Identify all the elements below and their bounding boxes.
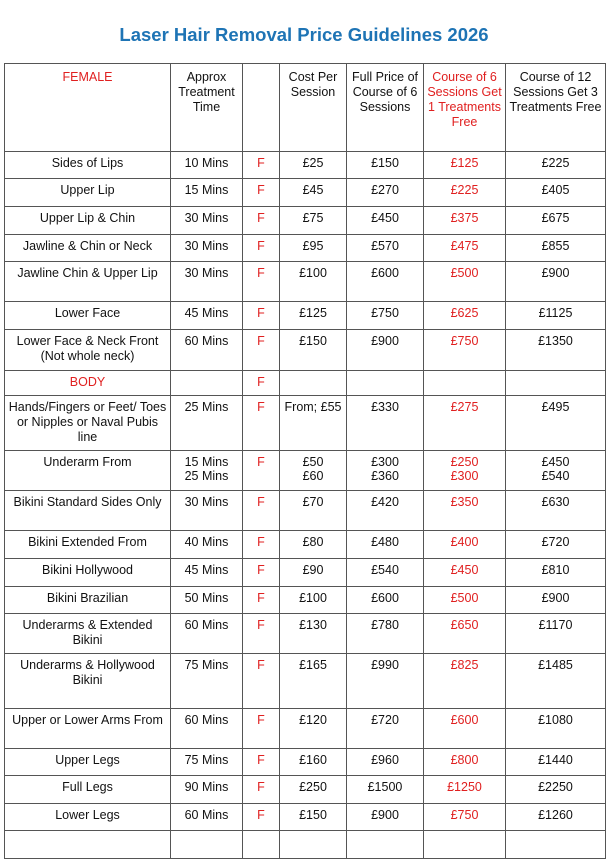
time-cell — [171, 831, 243, 859]
area-cell: Underarms & Extended Bikini — [5, 614, 171, 654]
time-cell-value: 60 Mins — [184, 334, 229, 348]
full-price-cell-value: £750 — [371, 306, 399, 320]
area-cell — [5, 831, 171, 859]
cost-cell — [280, 804, 347, 831]
table-row — [5, 587, 606, 614]
cost-cell-value: £160 — [299, 753, 327, 767]
page-title: Laser Hair Removal Price Guidelines 2026 — [119, 24, 489, 45]
time-cell — [171, 709, 243, 749]
full-price-cell — [347, 330, 424, 371]
table-row — [5, 531, 606, 559]
cost-cell — [280, 207, 347, 235]
course-6-cell-value: £400 — [450, 535, 479, 549]
time-cell — [171, 396, 243, 451]
full-price-cell — [347, 614, 424, 654]
cost-cell-value: £60 — [302, 469, 324, 483]
table-row — [5, 235, 606, 262]
gender-cell: F — [243, 776, 280, 804]
course-12-cell — [506, 235, 606, 262]
area-cell: Underarm From — [5, 451, 171, 491]
full-price-cell-value: £420 — [371, 495, 399, 509]
full-price-cell — [347, 531, 424, 559]
table-header — [5, 64, 606, 152]
cost-cell-value: £90 — [302, 563, 324, 577]
full-price-cell-value: £480 — [371, 535, 399, 549]
time-cell — [171, 302, 243, 330]
table-row — [5, 776, 606, 804]
time-cell-value: 90 Mins — [184, 780, 229, 794]
course-12-cell-value: £2250 — [538, 780, 573, 794]
gender-cell: F — [243, 451, 280, 491]
area-cell: Upper or Lower Arms From — [5, 709, 171, 749]
cost-cell-value: £150 — [299, 334, 327, 348]
course-6-cell-value: £250 — [450, 455, 479, 469]
course-12-cell-value: £495 — [541, 400, 570, 414]
table-body — [5, 152, 606, 859]
cost-cell — [280, 776, 347, 804]
course-12-cell — [506, 451, 606, 491]
full-price-cell-value: £600 — [371, 591, 399, 605]
cost-cell — [280, 302, 347, 330]
course-12-cell — [506, 831, 606, 859]
full-price-cell — [347, 804, 424, 831]
area-cell: Upper Lip & Chin — [5, 207, 171, 235]
gender-cell: F — [243, 491, 280, 531]
area-cell: Lower Face & Neck Front (Not whole neck) — [5, 330, 171, 371]
course-6-cell — [424, 776, 506, 804]
full-price-cell-value: £600 — [371, 266, 399, 280]
gender-cell: F — [243, 531, 280, 559]
area-cell: Sides of Lips — [5, 152, 171, 179]
cost-cell — [280, 262, 347, 302]
area-cell: Lower Legs — [5, 804, 171, 831]
course-6-cell-value: £500 — [450, 591, 479, 605]
time-cell — [171, 749, 243, 776]
course-12-cell-value: £405 — [541, 183, 570, 197]
full-price-cell — [347, 654, 424, 709]
time-cell-value: 75 Mins — [184, 753, 229, 767]
time-cell — [171, 531, 243, 559]
time-cell-value: 30 Mins — [184, 239, 229, 253]
course-6-cell — [424, 614, 506, 654]
time-cell — [171, 451, 243, 491]
full-price-cell — [347, 152, 424, 179]
full-price-cell-value: £960 — [371, 753, 399, 767]
full-price-cell — [347, 451, 424, 491]
course-6-cell — [424, 179, 506, 207]
cost-cell — [280, 152, 347, 179]
cost-cell-value: £80 — [302, 535, 324, 549]
course-6-cell — [424, 371, 506, 396]
time-cell — [171, 587, 243, 614]
time-cell-value: 10 Mins — [184, 156, 229, 170]
area-cell: Full Legs — [5, 776, 171, 804]
course-6-cell — [424, 531, 506, 559]
course-12-cell — [506, 302, 606, 330]
course-6-cell — [424, 235, 506, 262]
cost-cell — [280, 371, 347, 396]
header-course-12: Course of 12 Sessions Get 3 Treatments Free — [506, 64, 606, 152]
area-cell: Lower Face — [5, 302, 171, 330]
course-12-cell — [506, 559, 606, 587]
full-price-cell-value: £900 — [371, 808, 399, 822]
course-12-cell — [506, 396, 606, 451]
area-cell: Jawline Chin & Upper Lip — [5, 262, 171, 302]
course-12-cell-value: £855 — [541, 239, 570, 253]
full-price-cell — [347, 709, 424, 749]
area-cell: Upper Legs — [5, 749, 171, 776]
course-12-cell-value: £450 — [541, 455, 570, 469]
table-row — [5, 262, 606, 302]
full-price-cell-value: £570 — [371, 239, 399, 253]
area-cell: Underarms & Hollywood Bikini — [5, 654, 171, 709]
course-12-cell-value: £1170 — [538, 618, 573, 632]
time-cell — [171, 207, 243, 235]
cost-cell-value: £120 — [299, 713, 327, 727]
cost-cell — [280, 614, 347, 654]
price-table — [4, 63, 606, 859]
course-6-cell-value: £275 — [450, 400, 479, 414]
course-12-cell — [506, 776, 606, 804]
full-price-cell-value: £720 — [371, 713, 399, 727]
cost-cell — [280, 831, 347, 859]
gender-cell: F — [243, 614, 280, 654]
time-cell-value: 45 Mins — [184, 563, 229, 577]
time-cell-value: 45 Mins — [184, 306, 229, 320]
header-time: Approx Treatment Time — [171, 64, 243, 152]
course-6-cell — [424, 587, 506, 614]
course-6-cell-value: £450 — [450, 563, 479, 577]
course-6-cell — [424, 262, 506, 302]
cost-cell-value: £250 — [299, 780, 327, 794]
full-price-cell — [347, 396, 424, 451]
course-6-cell-value: £600 — [450, 713, 479, 727]
course-12-cell — [506, 531, 606, 559]
full-price-cell — [347, 262, 424, 302]
time-cell — [171, 559, 243, 587]
table-row — [5, 179, 606, 207]
full-price-cell-value: £270 — [371, 183, 399, 197]
course-6-cell — [424, 302, 506, 330]
gender-cell: F — [243, 749, 280, 776]
time-cell-value: 50 Mins — [184, 591, 229, 605]
time-cell — [171, 262, 243, 302]
course-6-cell-value: £125 — [450, 156, 479, 170]
cost-cell — [280, 531, 347, 559]
course-6-cell-value: £375 — [450, 211, 479, 225]
full-price-cell-value: £780 — [371, 618, 399, 632]
header-cost: Cost Per Session — [280, 64, 347, 152]
cost-cell-value: £95 — [302, 239, 324, 253]
time-cell-value: 60 Mins — [184, 713, 229, 727]
course-12-cell-value: £675 — [541, 211, 570, 225]
course-6-cell — [424, 152, 506, 179]
course-12-cell-value: £900 — [541, 591, 570, 605]
cost-cell-value: £50 — [302, 455, 324, 469]
cost-cell-value: £45 — [302, 183, 324, 197]
area-cell: Bikini Standard Sides Only — [5, 491, 171, 531]
course-12-cell-value: £1080 — [538, 713, 573, 727]
full-price-cell-value: £540 — [371, 563, 399, 577]
course-12-cell — [506, 749, 606, 776]
time-cell — [171, 804, 243, 831]
time-cell — [171, 330, 243, 371]
course-12-cell — [506, 614, 606, 654]
full-price-cell-value: £300 — [371, 455, 399, 469]
full-price-cell-value: £330 — [371, 400, 399, 414]
gender-cell: F — [243, 235, 280, 262]
cost-cell-value: From; £55 — [284, 400, 342, 414]
course-6-cell — [424, 804, 506, 831]
cost-cell — [280, 559, 347, 587]
course-6-cell-value: £650 — [450, 618, 479, 632]
course-6-cell — [424, 709, 506, 749]
cost-cell-value: £100 — [299, 266, 327, 280]
gender-cell — [243, 831, 280, 859]
time-cell — [171, 235, 243, 262]
course-12-cell-value: £1260 — [538, 808, 573, 822]
time-cell-value: 30 Mins — [184, 495, 229, 509]
table-row — [5, 559, 606, 587]
table-row — [5, 614, 606, 654]
gender-cell: F — [243, 152, 280, 179]
gender-cell: F — [243, 207, 280, 235]
area-cell: Upper Lip — [5, 179, 171, 207]
cost-cell — [280, 491, 347, 531]
table-row — [5, 831, 606, 859]
full-price-cell-value: £1500 — [367, 780, 403, 794]
cost-cell-value: £75 — [302, 211, 324, 225]
course-12-cell — [506, 179, 606, 207]
full-price-cell — [347, 749, 424, 776]
time-cell — [171, 491, 243, 531]
course-12-cell-value: £1440 — [538, 753, 573, 767]
course-6-cell — [424, 654, 506, 709]
course-12-cell — [506, 654, 606, 709]
area-cell: Bikini Brazilian — [5, 587, 171, 614]
full-price-cell-value: £900 — [371, 334, 399, 348]
course-12-cell — [506, 587, 606, 614]
course-12-cell-value: £810 — [541, 563, 570, 577]
cost-cell-value: £130 — [299, 618, 327, 632]
table-row — [5, 491, 606, 531]
course-6-cell-value: £350 — [450, 495, 479, 509]
table-row — [5, 330, 606, 371]
table-row — [5, 207, 606, 235]
course-12-cell — [506, 371, 606, 396]
gender-cell: F — [243, 179, 280, 207]
time-cell-value: 25 Mins — [184, 400, 229, 414]
course-6-cell-value: £750 — [450, 334, 479, 348]
full-price-cell — [347, 235, 424, 262]
table-row — [5, 749, 606, 776]
full-price-cell — [347, 831, 424, 859]
cost-cell — [280, 587, 347, 614]
course-6-cell-value: £1250 — [447, 780, 482, 794]
course-12-cell-value: £1350 — [538, 334, 573, 348]
course-6-cell-value: £475 — [450, 239, 479, 253]
course-6-cell — [424, 396, 506, 451]
course-12-cell-value: £1125 — [538, 306, 573, 320]
gender-cell: F — [243, 654, 280, 709]
course-6-cell — [424, 749, 506, 776]
course-6-cell-value: £825 — [450, 658, 479, 672]
course-12-cell-value: £630 — [541, 495, 570, 509]
course-12-cell-value: £720 — [541, 535, 570, 549]
time-cell-value: 40 Mins — [184, 535, 229, 549]
full-price-cell-value: £360 — [371, 469, 399, 483]
cost-cell-value: £150 — [299, 808, 327, 822]
course-6-cell-value: £800 — [450, 753, 479, 767]
header-gender — [243, 64, 280, 152]
section-row — [5, 371, 606, 396]
course-12-cell — [506, 152, 606, 179]
time-cell — [171, 614, 243, 654]
full-price-cell-value: £990 — [371, 658, 399, 672]
course-12-cell — [506, 207, 606, 235]
gender-cell: F — [243, 371, 280, 396]
cost-cell-value: £70 — [302, 495, 324, 509]
full-price-cell-value: £450 — [371, 211, 399, 225]
time-cell-value: 30 Mins — [184, 211, 229, 225]
full-price-cell — [347, 776, 424, 804]
course-12-cell — [506, 262, 606, 302]
full-price-cell — [347, 179, 424, 207]
course-12-cell — [506, 804, 606, 831]
table-row — [5, 152, 606, 179]
time-cell-value: 30 Mins — [184, 266, 229, 280]
course-6-cell — [424, 451, 506, 491]
course-6-cell-value: £500 — [450, 266, 479, 280]
course-12-cell — [506, 330, 606, 371]
cost-cell — [280, 396, 347, 451]
cost-cell — [280, 330, 347, 371]
gender-cell: F — [243, 396, 280, 451]
time-cell-value: 75 Mins — [184, 658, 229, 672]
course-12-cell-value: £900 — [541, 266, 570, 280]
time-cell-value: 60 Mins — [184, 618, 229, 632]
time-cell — [171, 371, 243, 396]
course-6-cell-value: £750 — [450, 808, 479, 822]
course-12-cell-value: £540 — [541, 469, 570, 483]
cost-cell — [280, 451, 347, 491]
table-row — [5, 396, 606, 451]
course-6-cell-value: £300 — [450, 469, 479, 483]
course-6-cell — [424, 491, 506, 531]
full-price-cell — [347, 491, 424, 531]
time-cell — [171, 179, 243, 207]
header-area: FEMALE — [5, 64, 171, 152]
cost-cell — [280, 749, 347, 776]
table-row — [5, 654, 606, 709]
time-cell — [171, 654, 243, 709]
gender-cell: F — [243, 709, 280, 749]
course-6-cell — [424, 831, 506, 859]
time-cell-value: 25 Mins — [184, 469, 229, 483]
table-row — [5, 451, 606, 491]
full-price-cell — [347, 302, 424, 330]
course-6-cell-value: £625 — [450, 306, 479, 320]
full-price-cell — [347, 587, 424, 614]
cost-cell-value: £100 — [299, 591, 327, 605]
course-12-cell-value: £1485 — [538, 658, 573, 672]
time-cell-value: 15 Mins — [184, 455, 229, 469]
gender-cell: F — [243, 559, 280, 587]
course-6-cell — [424, 559, 506, 587]
full-price-cell — [347, 207, 424, 235]
gender-cell: F — [243, 302, 280, 330]
full-price-cell-value: £150 — [371, 156, 399, 170]
gender-cell: F — [243, 804, 280, 831]
area-cell: Bikini Hollywood — [5, 559, 171, 587]
course-12-cell — [506, 709, 606, 749]
gender-cell: F — [243, 587, 280, 614]
full-price-cell — [347, 559, 424, 587]
cost-cell — [280, 654, 347, 709]
time-cell-value: 15 Mins — [184, 183, 229, 197]
time-cell — [171, 152, 243, 179]
cost-cell-value: £165 — [299, 658, 327, 672]
header-full-price: Full Price of Course of 6 Sessions — [347, 64, 424, 152]
gender-cell: F — [243, 262, 280, 302]
cost-cell — [280, 709, 347, 749]
course-6-cell-value: £225 — [450, 183, 479, 197]
cost-cell-value: £125 — [299, 306, 327, 320]
area-cell: Jawline & Chin or Neck — [5, 235, 171, 262]
course-6-cell — [424, 207, 506, 235]
cost-cell — [280, 179, 347, 207]
gender-cell: F — [243, 330, 280, 371]
full-price-cell — [347, 371, 424, 396]
table-row — [5, 804, 606, 831]
table-row — [5, 709, 606, 749]
time-cell-value: 60 Mins — [184, 808, 229, 822]
area-cell: Hands/Fingers or Feet/ Toes or Nipples or Naval Pubis line — [5, 396, 171, 451]
course-12-cell-value: £225 — [541, 156, 570, 170]
area-cell: Bikini Extended From — [5, 531, 171, 559]
section-label: BODY — [5, 371, 171, 396]
table-row — [5, 302, 606, 330]
cost-cell-value: £25 — [302, 156, 324, 170]
cost-cell — [280, 235, 347, 262]
header-course-6: Course of 6 Sessions Get 1 Treatments Free — [424, 64, 506, 152]
course-6-cell — [424, 330, 506, 371]
time-cell — [171, 776, 243, 804]
course-12-cell — [506, 491, 606, 531]
